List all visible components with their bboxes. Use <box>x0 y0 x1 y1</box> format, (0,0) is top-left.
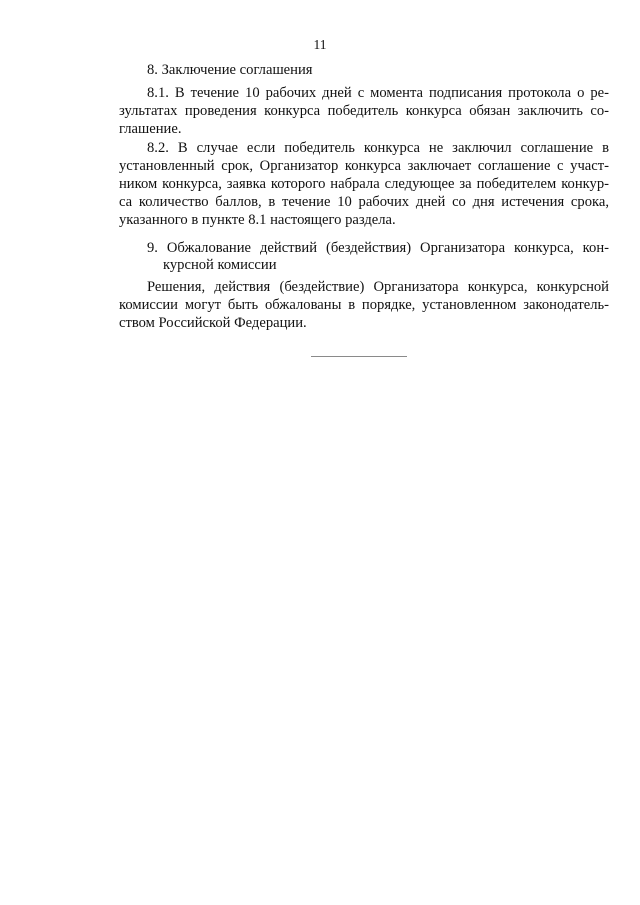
paragraph-9-line-3: ством Российской Федерации. <box>119 315 307 331</box>
paragraph-9-line-2: комиссии могут быть обжалованы в порядке, установленном законодатель- <box>119 297 609 313</box>
page-number: 11 <box>313 37 327 52</box>
paragraph-8-2-line-1: 8.2. В случае если победитель конкурса не заключил соглашение в <box>147 140 609 156</box>
paragraph-8-1-line-1: 8.1. В течение 10 рабочих дней с момента подписания протокола о ре- <box>147 85 609 101</box>
section-9-heading-line-2: курсной комиссии <box>163 257 277 273</box>
paragraph-8-1-line-2: зультатах проведения конкурса победитель конкурса обязан заключить со- <box>119 103 609 119</box>
paragraph-9-line-1: Решения, действия (бездействие) Организатора конкурса, конкурсной <box>147 279 609 295</box>
paragraph-8-2-line-5: указанного в пункте 8.1 настоящего раздела. <box>119 212 396 228</box>
paragraph-8-1-line-3: глашение. <box>119 121 182 137</box>
paragraph-8-2-line-3: ником конкурса, заявка которого набрала следующее за победителем конкур- <box>119 176 609 192</box>
paragraph-8-2-line-4: са количество баллов, в течение 10 рабочих дней со дня истечения срока, <box>119 194 609 210</box>
section-9-heading-line-1: 9. Обжалование действий (бездействия) Организатора конкурса, кон- <box>147 240 609 256</box>
section-8-heading: 8. Заключение соглашения <box>147 62 313 78</box>
end-divider <box>311 356 407 357</box>
paragraph-8-2-line-2: установленный срок, Организатор конкурса заключает соглашение с участ- <box>119 158 609 174</box>
